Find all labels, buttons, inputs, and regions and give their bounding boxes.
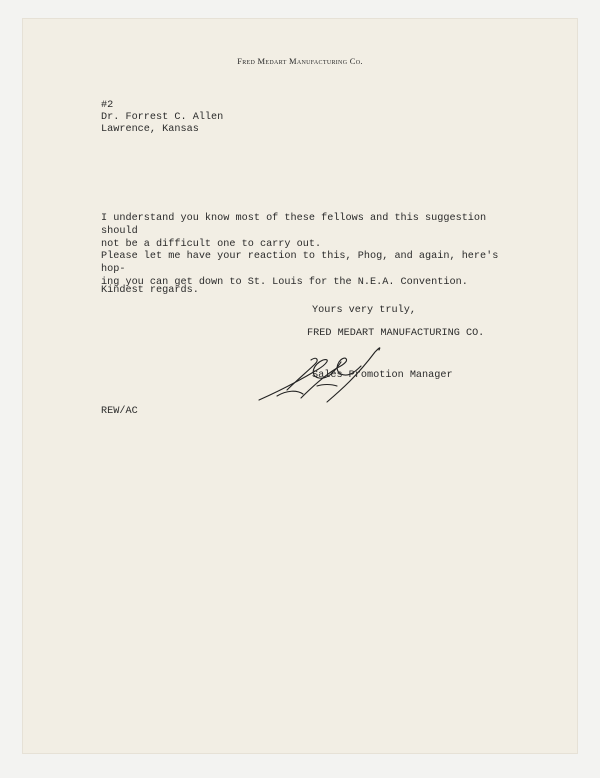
page-mark: #2 [101, 100, 114, 111]
closing-salutation: Yours very truly, [312, 305, 416, 316]
recipient-location: Lawrence, Kansas [101, 124, 199, 135]
letterhead: Fred Medart Manufacturing Co. [237, 56, 363, 66]
letter-page [22, 18, 578, 754]
closing-company: FRED MEDART MANUFACTURING CO. [307, 328, 485, 339]
recipient-name: Dr. Forrest C. Allen [101, 112, 224, 123]
reference-initials: REW/AC [101, 406, 138, 417]
closing-title: Sales Promotion Manager [312, 370, 453, 381]
body-paragraph-2: Please let me have your reaction to this, Phog, and again, here's hop- ing you can get down to St. Louis for the N.E.A. Convention. [101, 251, 499, 288]
body-paragraph-1: I understand you know most of these fellows and this suggestion should not be a difficult one to carry out. [101, 213, 487, 250]
body-paragraph-3: Kindest regards. [101, 285, 199, 296]
